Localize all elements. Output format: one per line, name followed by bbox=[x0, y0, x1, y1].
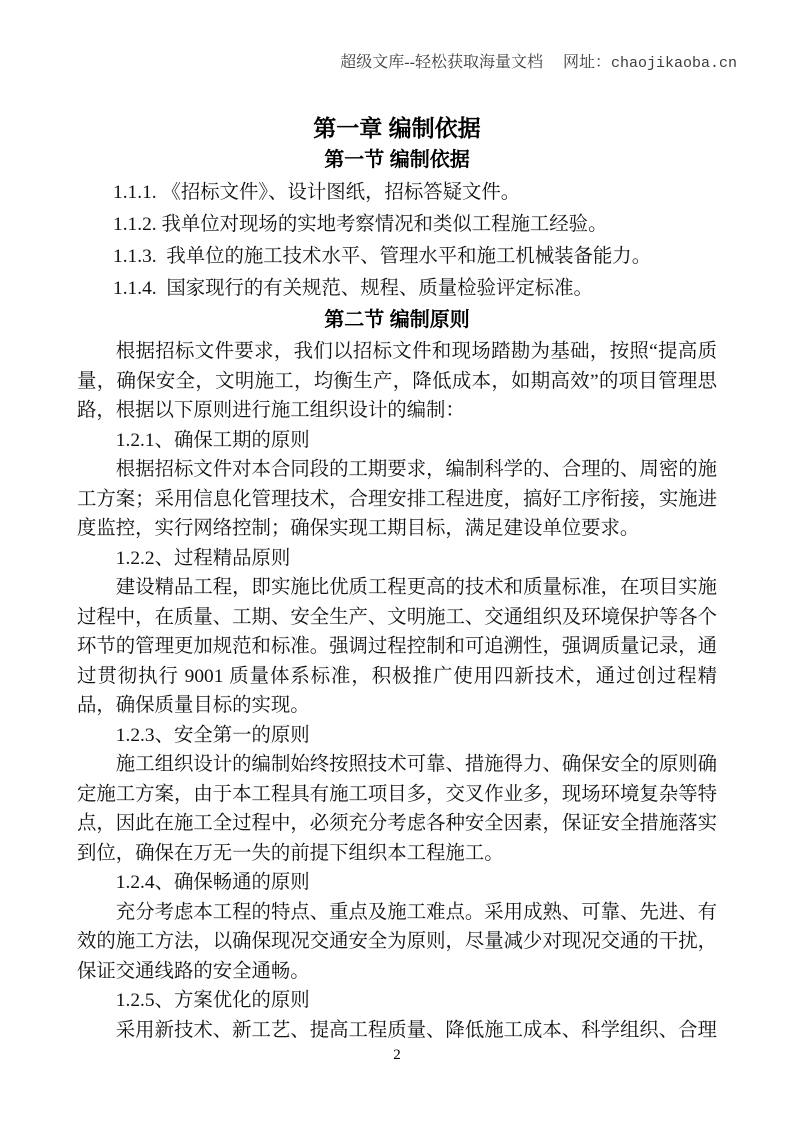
header-url: chaojikaoba.cn bbox=[610, 55, 737, 72]
section-2-title: 第二节 编制原则 bbox=[324, 309, 470, 331]
basis-item-1: 1.1.1. 《招标文件》、设计图纸，招标答疑文件。 bbox=[113, 182, 521, 203]
basis-item-4: 1.1.4. 国家现行的有关规范、规程、质量检验评定标准。 bbox=[113, 278, 593, 299]
principle-1-body: 根据招标文件对本合同段的工期要求，编制科学的、合理的、周密的施工方案；采用信息化管理技术，合理安排工程进度，搞好工序衔接，实施进度监控，实行网络控制；确保实现工期目标，满足建设单位要求。 bbox=[77, 459, 717, 539]
section-1-title: 第一节 编制依据 bbox=[324, 149, 470, 171]
principle-4-body: 充分考虑本工程的特点、重点及施工难点。采用成熟、可靠、先进、有效的施工方法，以确保现况交通安全为原则，尽量减少对现况交通的干扰，保证交通线路的安全通畅。 bbox=[77, 901, 717, 982]
basis-list bbox=[77, 177, 717, 305]
section-2-intro: 根据招标文件要求，我们以招标文件和现场踏勘为基础，按照“提高质量，确保安全，文明施工，均衡生产，降低成本，如期高效”的项目管理思路，根据以下原则进行施工组织设计的编制： bbox=[77, 341, 717, 421]
principle-5-heading: 1.2.5、方案优化的原则 bbox=[115, 990, 310, 1011]
chapter-title: 第一章 编制依据 bbox=[313, 115, 481, 141]
principle-2-heading: 1.2.2、过程精品原则 bbox=[115, 547, 291, 569]
header-site-name: 超级文库--轻松获取海量文档 bbox=[340, 54, 543, 71]
principle-2-body: 建设精品工程，即实施比优质工程更高的技术和质量标准，在项目实施过程中，在质量、工期、安全生产、文明施工、交通组织及环境保护等各个环节的管理更加规范和标准。强调过程控制和可追溯性，强调质量记录，通过贯彻执行 9001 质量体系标准，积极推广使用四新技术，通过创过程精品，确保质量目标的实现。 bbox=[77, 577, 717, 716]
page-number: 2 bbox=[393, 1047, 401, 1063]
header-url-prefix: 网址： bbox=[562, 54, 611, 71]
principle-3-body: 施工组织设计的编制始终按照技术可靠、措施得力、确保安全的原则确定施工方案，由于本工程具有施工项目多，交叉作业多，现场环境复杂等特点，因此在施工全过程中，必须充分考虑各种安全因素，保证安全措施落实到位，确保在万无一失的前提下组织本工程施工。 bbox=[77, 754, 717, 864]
principle-1-heading: 1.2.1、确保工期的原则 bbox=[115, 429, 310, 451]
principle-3-heading: 1.2.3、安全第一的原则 bbox=[115, 724, 310, 746]
document-body bbox=[77, 112, 717, 1066]
basis-item-3: 1.1.3. 我单位的施工技术水平、管理水平和施工机械装备能力。 bbox=[113, 246, 652, 267]
principle-4-heading: 1.2.4、确保畅通的原则 bbox=[115, 872, 310, 893]
principle-5-body: 采用新技术、新工艺、提高工程质量、降低施工成本、科学组织、合理 bbox=[115, 1019, 717, 1041]
page-header bbox=[0, 52, 737, 75]
section-2-body bbox=[77, 337, 717, 1045]
basis-item-2: 1.1.2. 我单位对现场的实地考察情况和类似工程施工经验。 bbox=[113, 214, 608, 235]
